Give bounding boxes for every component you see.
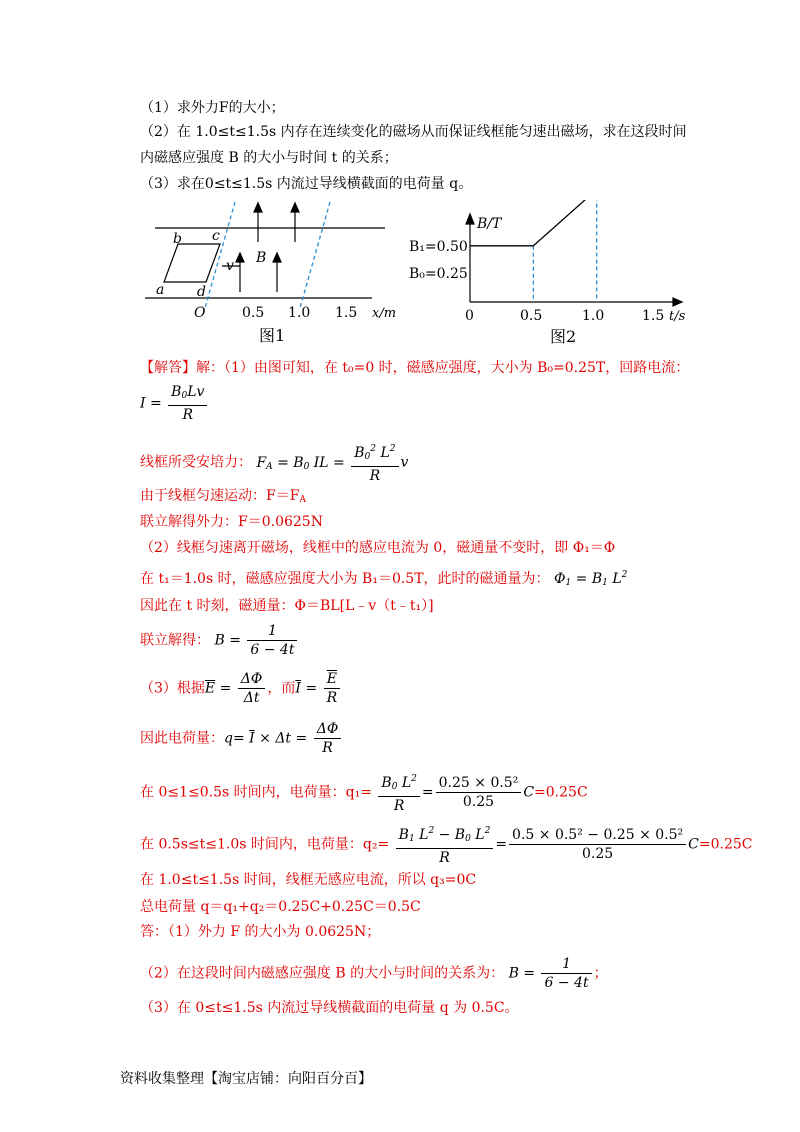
answer-3: （3）在 0≤t≤1.5s 内流过导线横截面的电荷量 q 为 0.5C。 (140, 1000, 519, 1016)
tick-1.0: 1.0 (288, 305, 311, 321)
y-axis-arrow (466, 214, 474, 224)
figure-1 (140, 200, 410, 350)
field-boundary-right (300, 202, 330, 308)
uniform-motion-line: 由于线框匀速运动：$F=F_A$ (140, 488, 306, 505)
ampere-force-line: 线框所受安培力： $F_A = B_0$ IL = $\frac{B_0^2 L^2}{R}$ v (140, 440, 408, 485)
charge-formula-line: 因此电荷量：$q= \overline{I} \times \Delta t$ = $\frac{\Delta\Phi}{R}$ (140, 720, 343, 757)
charge-q2-line: 在 0.5s≤t≤1.0s 时间内，电荷量：q₂= $\frac{B_1 L^2 - B_0 L^2}{R}$ = $\frac{\text{0.5 × 0.5² − 0.25 × 0.5²}}{0.25}$ C=0.25C (140, 822, 752, 867)
label-a: a (156, 282, 165, 298)
total-charge-line: 总电荷量 q＝q₁+q₂＝0.25C+0.25C＝0.5C (140, 899, 421, 915)
external-force-result: 联立解得外力：F＝0.0625N (140, 514, 323, 530)
field-boundary-left (205, 202, 235, 308)
figure-1-caption: 图1 (259, 326, 286, 345)
label-O: O (194, 305, 206, 321)
label-b: b (173, 231, 182, 247)
footer-text: 资料收集整理【淘宝店铺：向阳百分百】 (120, 1071, 372, 1087)
x-axis-label: t/s (669, 309, 686, 324)
answer-1: 答：（1）外力 F 的大小为 0.0625N； (140, 924, 381, 940)
label-d: d (197, 284, 206, 300)
b-relation-line: 联立解得： B = $\frac{1}{6 - 4t}$ (140, 622, 299, 659)
tick-0.5: 0.5 (242, 305, 265, 321)
label-v: v (226, 258, 234, 274)
charge-q1-line: 在 0≤1≤0.5s 时间内，电荷量：q₁= $\frac{B_0 L^2}{R}$ = $\frac{\text{0.25 × 0.5²}}{0.25}$ C=0.25C (140, 770, 588, 815)
question-3: （3）求在0≤t≤1.5s 内流过导线横截面的电荷量 q。 (140, 176, 473, 192)
wire-frame (164, 244, 220, 282)
xtick-1.0: 1.0 (582, 308, 605, 324)
question-2-line2: 内磁感应强度 B 的大小与时间 t 的关系； (140, 150, 398, 166)
average-emf-line: （3）根据$\overline{E}$ = $\frac{\Delta\Phi}{\Delta t}$ ，而$\overline{I}$ = $\frac{\overline{E}}{R}$ (140, 670, 342, 707)
solution-head: 【解答】 (140, 360, 196, 376)
flux-t-line: 因此在 t 时刻，磁通量：Φ＝BL[L﹣v（t﹣t₁）] (140, 598, 434, 614)
flux-t1-line: 在 t₁＝1.0s 时，磁感应强度大小为 B₁＝0.5T，此时的磁通量为： $\Phi_1 = B_1$ $L^2$ (140, 570, 628, 588)
figure-2-caption: 图2 (550, 327, 577, 346)
x-axis-arrow (673, 298, 682, 306)
part2-intro: （2）线框匀速离开磁场，线框中的感应电流为 0，磁通量不变时，即 Φ₁＝Φ (140, 540, 616, 556)
label-c: c (212, 228, 220, 244)
xtick-0: 0 (465, 308, 474, 324)
charge-q3-line: 在 1.0≤t≤1.5s 时间，线框无感应电流，所以 q₃=0C (140, 872, 477, 888)
label-xm: x/m (372, 306, 397, 321)
solution-line-1: 【解答】解：（1）由图可知，在 t₀=0 时，磁感应强度，大小为 B₀=0.25T，回路电流： (140, 360, 690, 376)
question-2-line1: （2）在 1.0≤t≤1.5s 内存在连续变化的磁场从而保证线框能匀速出磁场，求在这段时间 (140, 124, 687, 140)
xtick-0.5: 0.5 (520, 308, 543, 324)
figure-2-chart (405, 200, 695, 350)
answer-2: （2）在这段时间内磁感应强度 B 的大小与时间的关系为： B = $\frac{1}{6 - 4t}$ ； (140, 956, 608, 991)
ytick-b1: B₁=0.50 (409, 239, 468, 255)
tick-1.5: 1.5 (335, 305, 358, 321)
question-1: （1）求外力F的大小； (140, 100, 285, 116)
formula-current: I = $\frac{B_0Lv}{R}$ (140, 383, 209, 424)
xtick-1.5: 1.5 (642, 308, 665, 324)
ytick-b0: B₀=0.25 (409, 266, 468, 282)
label-B: B (256, 250, 267, 266)
y-axis-label: B/T (477, 216, 502, 232)
